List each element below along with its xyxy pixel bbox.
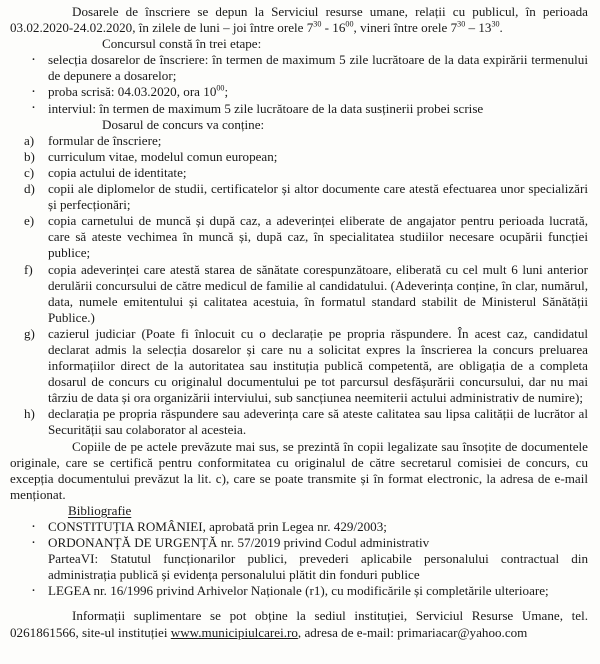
bibliography-item-legea16: · LEGEA nr. 16/1996 privind Arhivelor Naționale (r1), cu modificările și completările ulterioare; — [10, 583, 588, 599]
stage-written-sup: 00 — [216, 84, 225, 94]
stages-heading: Concursul constă în trei etape: — [102, 36, 262, 52]
dossier-text-h: declarația pe propria răspundere sau adeverința care să ateste calitatea sau lipsa calității de lucrător al Securității sau colaborator al acesteia. — [48, 406, 588, 438]
dossier-item-b — [10, 149, 588, 165]
dossier-marker-g: g) — [24, 325, 35, 341]
bibliography-item-constitution: · CONSTITUȚIA ROMÂNIEI, aprobată prin Legea nr. 429/2003; — [10, 519, 588, 535]
dossier-text-g: cazierul judiciar (Poate fi înlocuit cu o declarație pe propria răspundere. În acest caz, candidatul declarat admis la selecția dosarelor și care nu a solicitat expres la înscrierea la concurs preluarea informațiilor direct de la autoritatea sau instituția publică competentă, are obligația de a completa dosarul de concurs cu originalul documentului pe tot parcursul desfășurării concursului, dar nu mai târziu de data și ora organizării interviului, sub sancțiunea neemiterii actului administrativ de numire); — [48, 325, 588, 406]
dossier-item-h — [10, 406, 588, 438]
contact-text-pre: Informații suplimentare se pot obține la sediul instituției, Serviciul Resurse Umane, tel. 0261861566, site-ul instituției — [10, 608, 588, 640]
dossier-text-c: copia actului de identitate; — [48, 164, 187, 180]
intro-text-part3: , vineri între orele 7 — [353, 20, 458, 36]
institution-website-link[interactable]: www.municipiulcarei.ro — [170, 624, 298, 640]
stages-list — [10, 52, 588, 116]
intro-text-part4: – 13 — [465, 20, 492, 36]
bibliography-list — [10, 519, 588, 599]
stage-item-interview: · interviul: în termen de maximum 5 zile lucrătoare de la data susținerii probei scrise — [10, 101, 588, 117]
dossier-heading: Dosarul de concurs va conține: — [102, 116, 265, 132]
dossier-marker-f: f) — [24, 261, 33, 277]
institution-email-link[interactable]: primariacar@yahoo.com — [397, 624, 528, 640]
dossier-marker-a: a) — [24, 132, 35, 148]
dossier-text-b: curriculum vitae, modelul comun european; — [48, 148, 278, 164]
dossier-text-d: copii ale diplomelor de studii, certificatelor și altor documente care atestă efectuarea unor specializări și perfecționări; — [48, 181, 588, 213]
copies-paragraph: Copiile de pe actele prevăzute mai sus, se prezintă în copii legalizate sau însoțite de documentele originale, care se certifică pentru conformitatea cu originalul de către secretarul comisiei de concurs, cu excepția documentului prevăzut la lit. c), care se poate transmite și în format electronic, la adresa de e-mail menționat. — [10, 438, 588, 502]
bibliography-item-partea-vi: ParteaVI: Statutul funcționarilor publici, prevederi aplicabile personalului contractual din administrația publică și evidența personalului plătit din fonduri publice — [48, 551, 588, 583]
dossier-text-e: copia carnetului de muncă și după caz, a adeverinței eliberate de angajator pentru perioada lucrată, care să ateste vechimea în muncă și, după caz, în specialitatea studiilor necesare ocupării funcției publice; — [48, 213, 588, 261]
dossier-item-c — [10, 165, 588, 181]
dossier-text-a: formular de înscriere; — [48, 132, 162, 148]
dossier-marker-b: b) — [24, 148, 35, 164]
intro-sup-730a: 30 — [313, 19, 322, 29]
intro-sup-1600: 00 — [345, 19, 354, 29]
dossier-item-d — [10, 181, 588, 213]
dossier-item-a — [10, 133, 588, 149]
bibliography-heading-wrap — [10, 503, 588, 519]
intro-sup-730b: 30 — [457, 19, 466, 29]
dossier-item-e — [10, 213, 588, 261]
bibliography-heading: Bibliografie — [68, 502, 132, 518]
intro-sup-1330: 30 — [491, 19, 500, 29]
stage-written-pre: proba scrisă: 04.03.2020, ora 10 — [48, 84, 217, 100]
bibliography-item-oug57: · ORDONANȚĂ DE URGENȚĂ nr. 57/2019 privind Codul administrativ — [10, 535, 588, 551]
dossier-marker-h: h) — [24, 406, 35, 422]
dossier-marker-e: e) — [24, 213, 35, 229]
dossier-item-g — [10, 326, 588, 406]
stage-item-written-test — [10, 84, 588, 100]
intro-text-part1: Dosarele de înscriere se depun la Serviciul resurse umane, relații cu publicul, în perioada 03.02.2020-24.02.2020, în zilele de luni – joi între orele 7 — [10, 4, 588, 36]
intro-paragraph — [10, 4, 588, 36]
dossier-marker-d: d) — [24, 181, 35, 197]
contact-paragraph — [10, 608, 588, 640]
intro-text-part2: - 16 — [321, 20, 346, 36]
stage-item-selection: · selecția dosarelor de înscriere: în termen de maximum 5 zile lucrătoare de la data expirării termenului de depunere a dosarelor; — [10, 52, 588, 84]
intro-text-part5: . — [499, 20, 503, 36]
dossier-text-f: copia adeverinței care atestă starea de sănătate corespunzătoare, eliberată cu cel mult 6 luni anterior derulării concursului de către medicul de familie al candidatului. (Adeverința conține, în clar, numărul, data, numele emitentului și calitatea acestuia, în formatul standard stabilit de Ministerul Sănătății Publice.) — [48, 261, 588, 325]
contact-text-mid: , adresa de e-mail: — [297, 624, 398, 640]
dossier-marker-c: c) — [24, 164, 35, 180]
dossier-item-f — [10, 262, 588, 326]
stage-written-post: ; — [224, 84, 229, 100]
dossier-list — [10, 133, 588, 439]
